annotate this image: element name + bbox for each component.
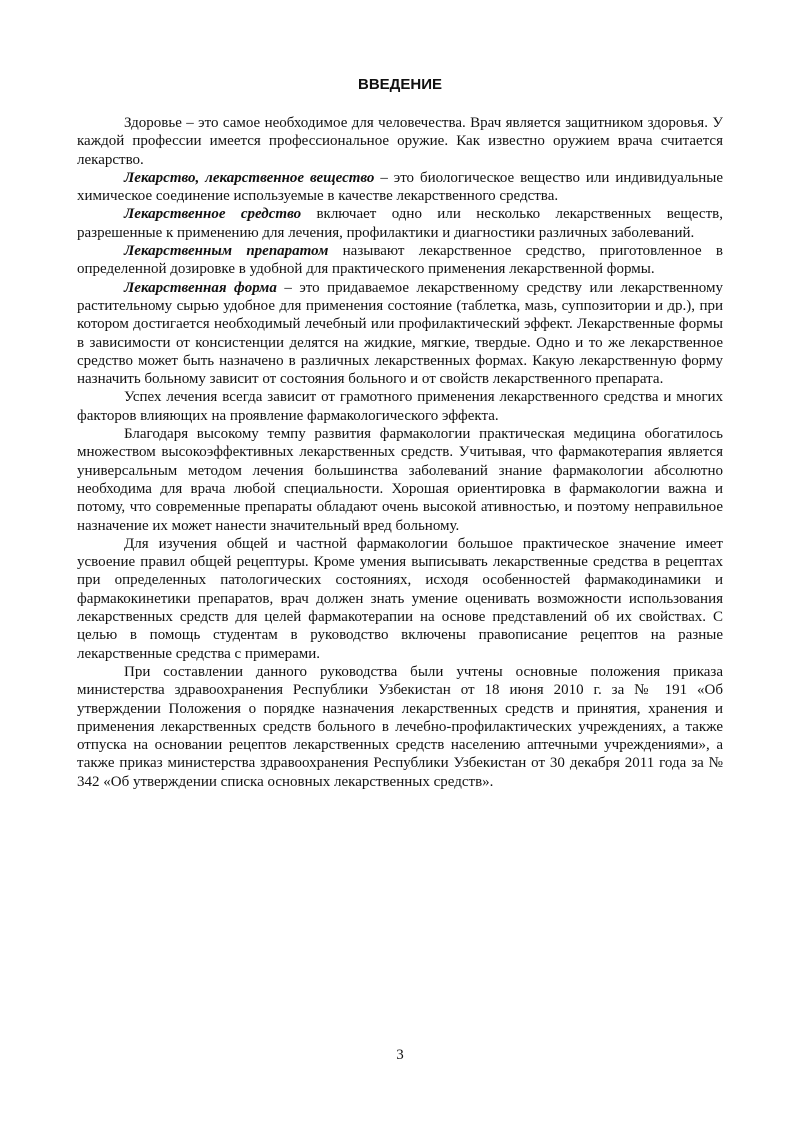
paragraph-text: включает одно или несколько лекарственных веществ, разрешенные к применению для лечения, профилактики и диагностики различных заболеваний.	[77, 206, 723, 241]
paragraph-text: Успех лечения всегда зависит от грамотного применения лекарственного средства и многих факторов влияющих на проявление фармакологического эффекта.	[77, 389, 723, 424]
paragraph-9	[77, 663, 723, 791]
paragraph-text: При составлении данного руководства были учтены основные положения приказа министерства здравоохранения Республики Узбекистан от 18 июня 2010 г. за № 191 «Об утверждении Положения о порядке назначения лекарственных средств и принятия, хранения и применения лекарственных средств больного в лечебно-профилактических учреждениях, а также отпуска на основании рецептов лекарственных средств населению аптечными учреждениями», а также приказ министерства здравоохранения Республики Узбекистан от 30 декабря 2011 года за № 342 «Об утверждении списка основных лекарственных средств».	[77, 663, 723, 790]
page-number: 3	[396, 1047, 404, 1063]
term-lead: Лекарство, лекарственное вещество	[124, 169, 375, 186]
paragraph-3	[77, 205, 723, 242]
paragraph-text: называют лекарственное средство, приготовленное в определенной дозировке в удобной для практического применения лекарственной формы.	[77, 243, 723, 278]
paragraph-4	[77, 242, 723, 279]
term-lead: Лекарственное средство	[124, 206, 302, 223]
paragraph-text: – это придаваемое лекарственному средству или лекарственному растительному сырью удобное для применения состояние (таблетка, мазь, суппозитории и др.), при котором достигается необходимый лечебный или профилактический эффект. Лекарственные формы в зависимости от консистенции делятся на жидкие, мягкие, твердые. Одно и то же лекарственное средство может быть назначено в различных лекарственных формах. Какую лекарственную форму назначить больному зависит от состояния больного и от свойств лекарственного препарата.	[77, 279, 723, 388]
paragraph-2	[77, 169, 723, 206]
paragraph-text: Здоровье – это самое необходимое для человечества. Врач является защитником здоровья. У каждой профессии имеется профессиональное оружие. Как известно оружием врача считается лекарство.	[77, 115, 723, 168]
paragraph-7	[77, 425, 723, 535]
paragraph-6	[77, 388, 723, 425]
paragraph-8	[77, 535, 723, 663]
paragraph-text: Благодаря высокому темпу развития фармакологии практическая медицина обогатилось множеством высокоэффективных лекарственных средств. Учитывая, что фармакотерапия является универсальным методом лечения большинства заболеваний знание фармакологии абсолютно необходима для врача любой специальности. Хорошая ориентировка в фармакологии важна и потому, что современные препараты обладают очень высокой ативностью, и поэтому неправильное назначение их может нанести значительный вред больному.	[77, 426, 723, 534]
term-lead: Лекарственным препаратом	[124, 243, 329, 260]
paragraph-5	[77, 279, 723, 389]
term-lead: Лекарственная форма	[124, 279, 277, 296]
paragraph-text: – это биологическое вещество или индивидуальные химическое соединение используемые в качестве лекарственного средства.	[77, 169, 723, 205]
paragraph-1	[77, 114, 723, 169]
document-body	[77, 114, 723, 791]
paragraph-text: Для изучения общей и частной фармакологии большое практическое значение имеет усвоение правил общей рецептуры. Кроме умения выписывать лекарственные средства в рецептах при определенных патологических состояниях, исходя особенностей фармакодинамики и фармакокинетики препаратов, врач должен знать умение оценивать возможности использования лекарственных средств для целей фармакотерапии на основе представлений об их свойствах. С целью в помощь студентам в руководство включены правописание рецептов на разные лекарственные средства с примерами.	[77, 535, 723, 662]
page-title: ВВЕДЕНИЕ	[358, 76, 442, 93]
